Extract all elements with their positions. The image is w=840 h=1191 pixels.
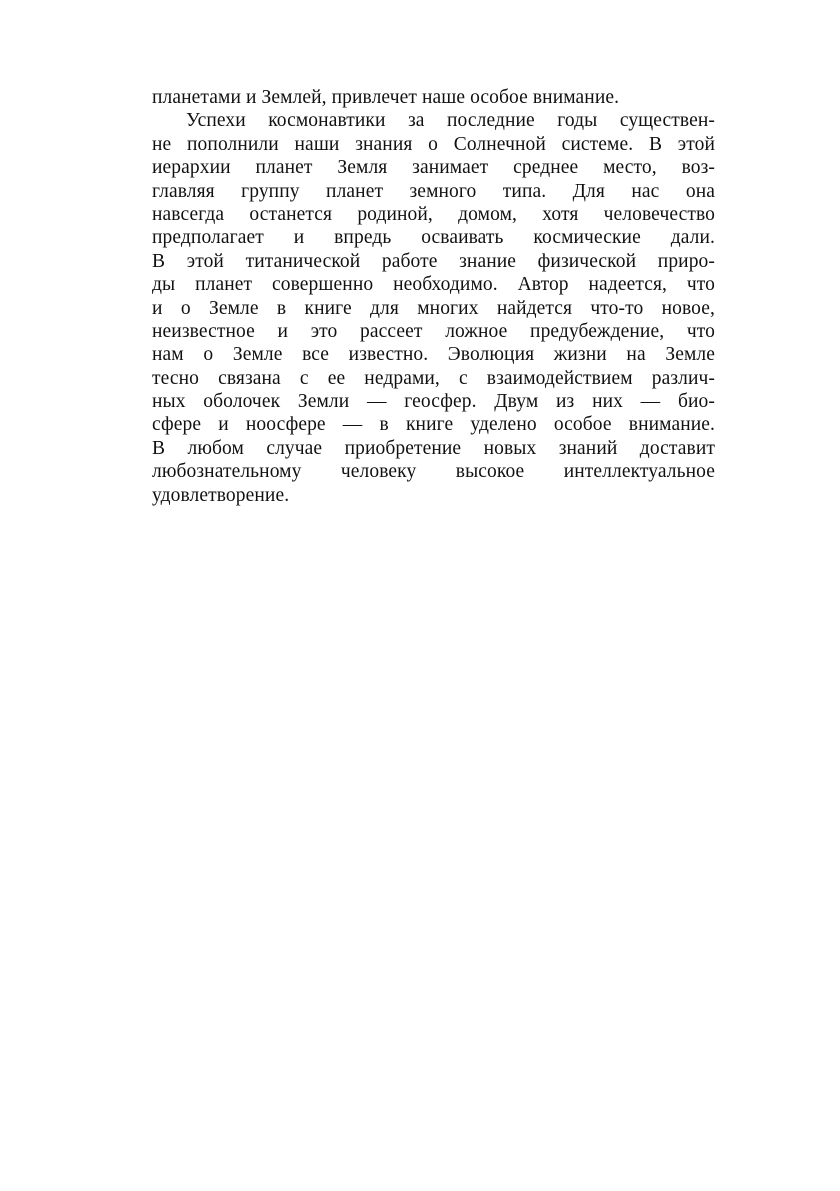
text-line: главляя группу планет земного типа. Для нас она xyxy=(152,180,715,202)
text-line: любознательному человеку высокое интеллектуальное xyxy=(152,461,715,483)
text-line: сфере и ноосфере — в книге уделено особое внимание. xyxy=(152,414,715,436)
text-line: ных оболочек Земли — геосфер. Двум из них — био- xyxy=(152,391,715,413)
text-line: ды планет совершенно необходимо. Автор надеется, что xyxy=(152,274,715,296)
text-line: не пополнили наши знания о Солнечной системе. В этой xyxy=(152,133,715,155)
text-line: неизвестное и это рассеет ложное предубеждение, что xyxy=(152,320,715,342)
text-line: иерархии планет Земля занимает среднее место, воз- xyxy=(152,157,715,179)
text-line: нам о Земле все известно. Эволюция жизни на Земле xyxy=(152,344,715,366)
text-line: Успехи космонавтики за последние годы существен- xyxy=(186,110,715,132)
text-line: удовлетворение. xyxy=(152,484,290,506)
text-line: В этой титанической работе знание физической приро- xyxy=(152,250,715,272)
text-line: планетами и Землей, привлечет наше особое внимание. xyxy=(152,87,620,108)
text-line: навсегда останется родиной, домом, хотя человечество xyxy=(152,203,715,225)
body-text xyxy=(152,86,715,507)
text-line: тесно связана с ее недрами, с взаимодействием различ- xyxy=(152,367,715,389)
text-line: В любом случае приобретение новых знаний доставит xyxy=(152,437,715,459)
text-line: и о Земле в книге для многих найдется что-то новое, xyxy=(152,297,715,319)
text-line: предполагает и впредь осваивать космические дали. xyxy=(152,227,715,249)
